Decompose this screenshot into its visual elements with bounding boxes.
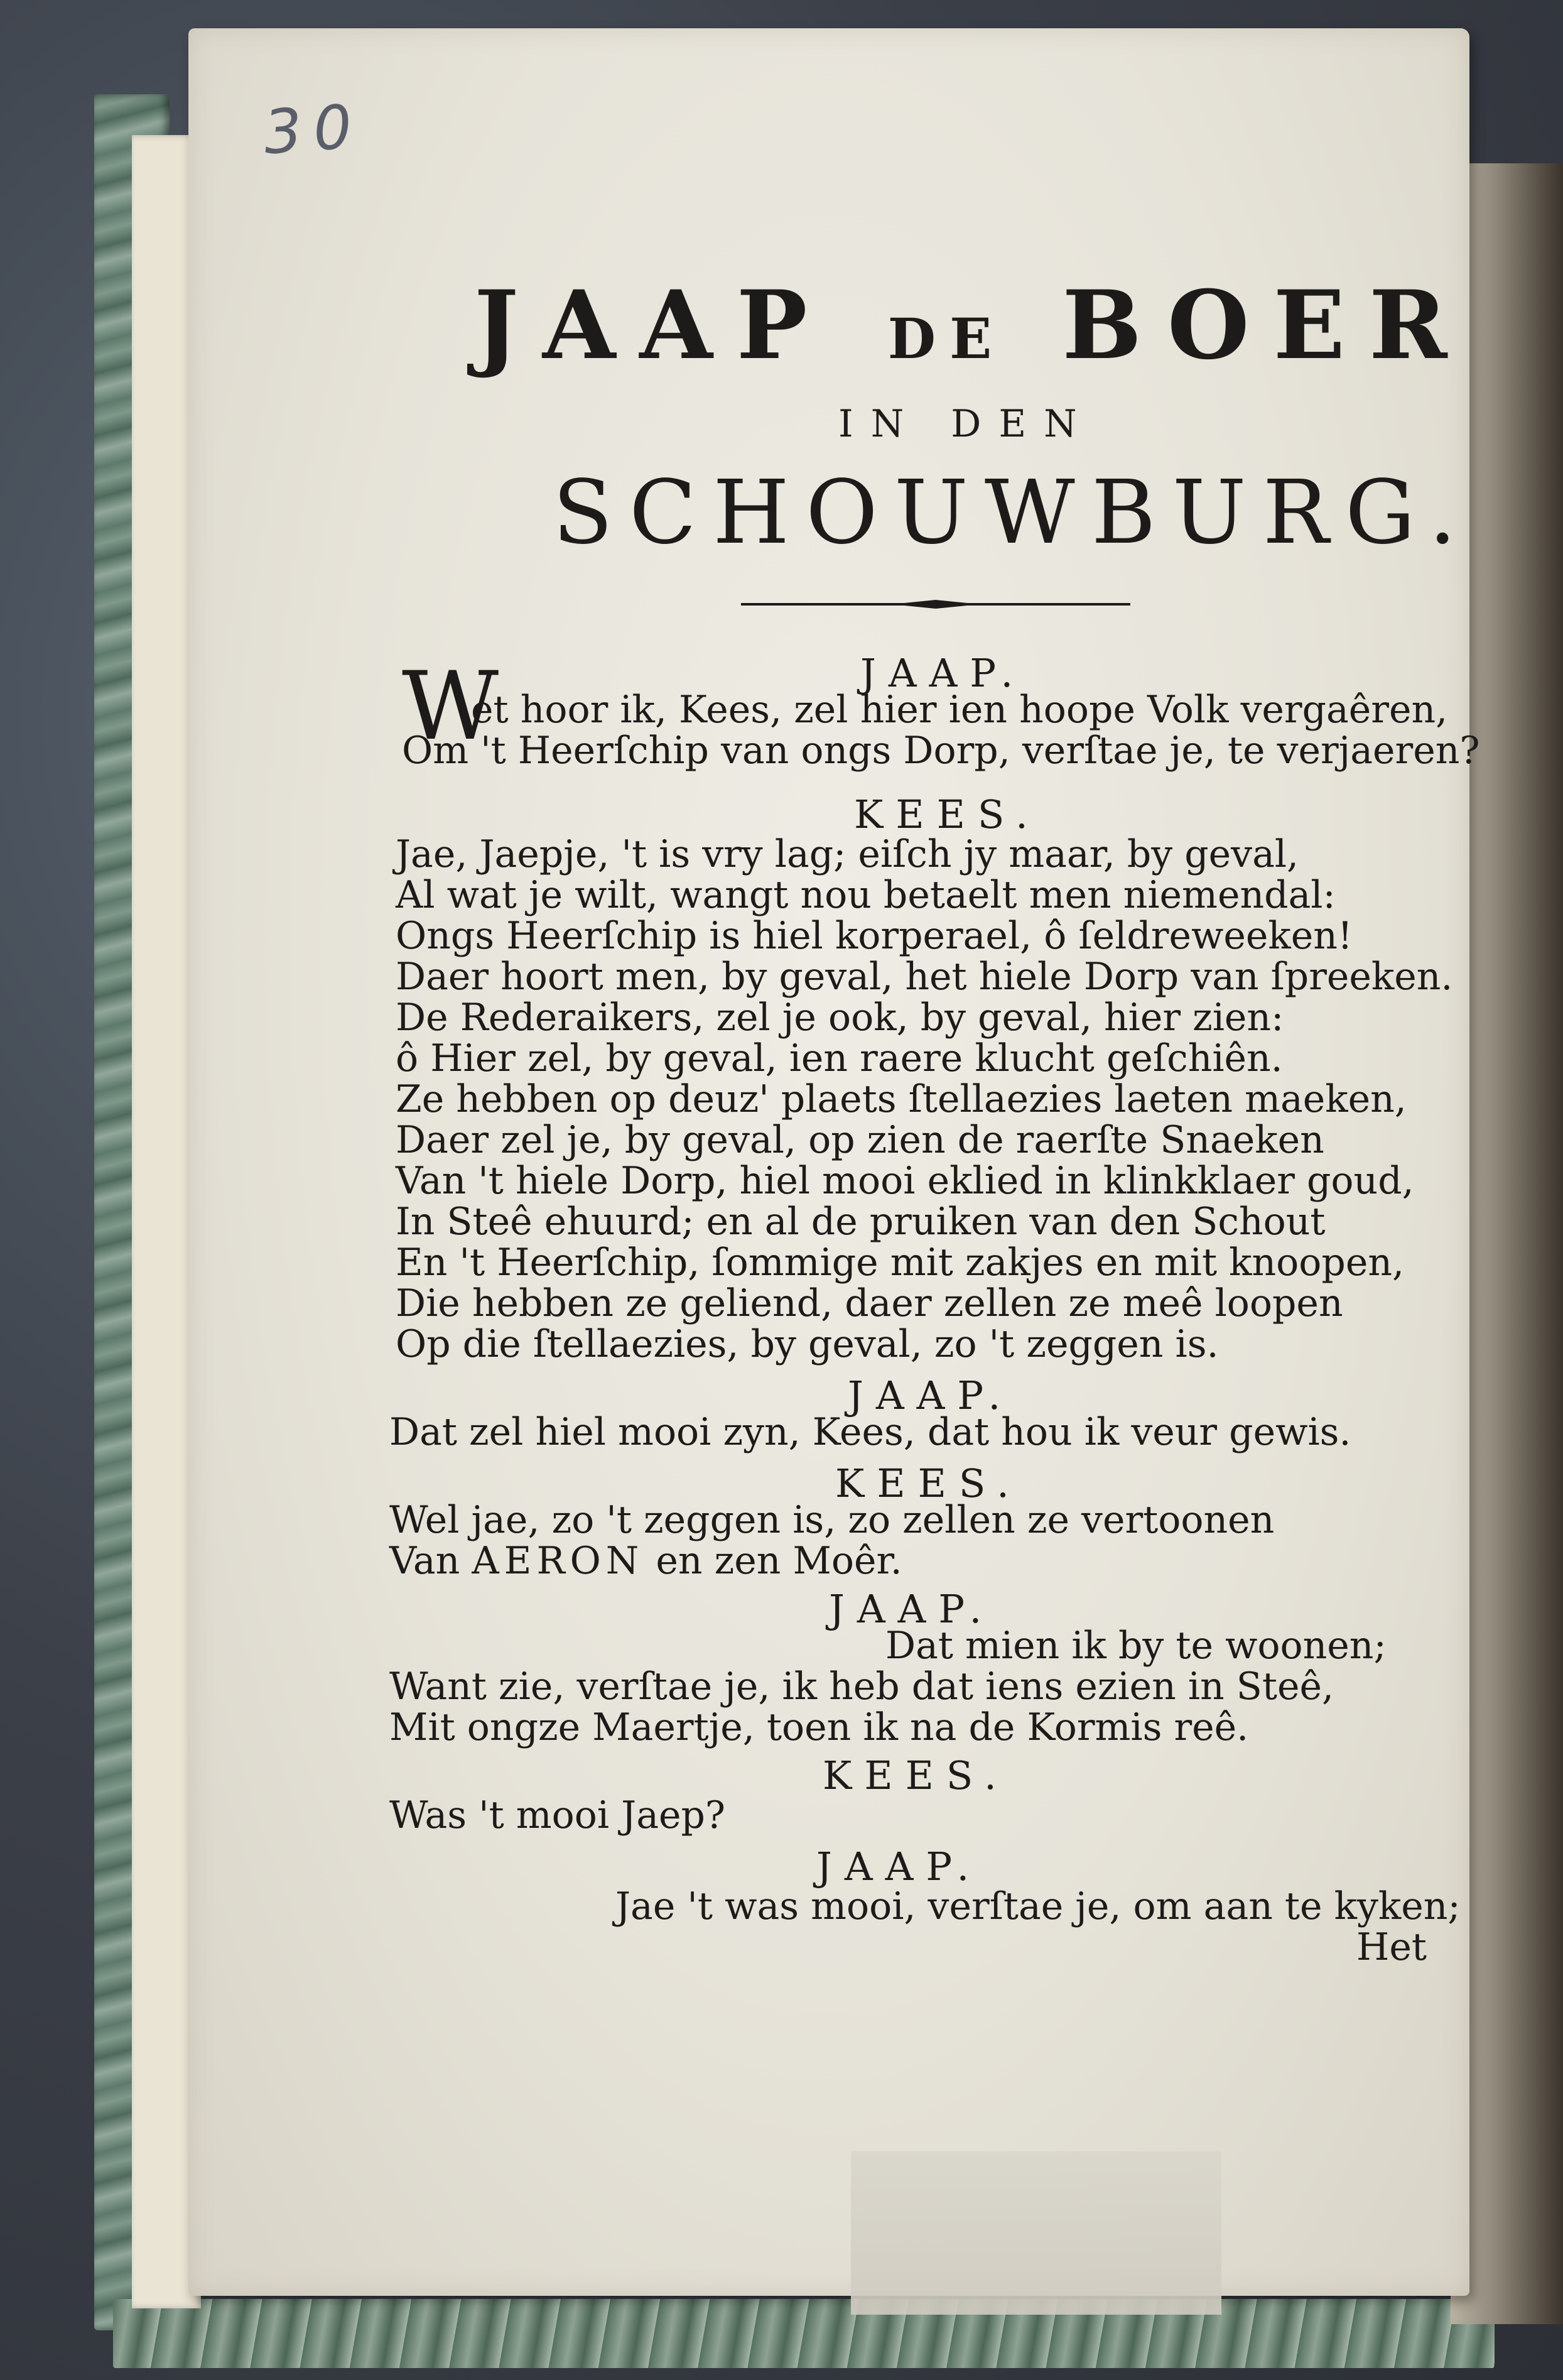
- verse-text: en zen Moêr.: [644, 1539, 902, 1583]
- speaker-label: JAAP.: [848, 1372, 1014, 1418]
- catchword: Het: [1356, 1925, 1427, 1969]
- title-word-boer: BOER: [1062, 270, 1471, 381]
- verse-line: Al wat je wilt, wangt nou betaelt men niemendal:: [396, 873, 1336, 917]
- verse-line: En 't Heerſchip, ſommige mit zakjes en mit knoopen,: [396, 1241, 1405, 1285]
- verse-line: In Steê ehuurd; en al de pruiken van den Schout: [396, 1200, 1326, 1244]
- verse-line: Jae, Jaepje, 't is vry lag; eiſch jy maar, by geval,: [396, 832, 1299, 876]
- speaker-label: KEES.: [823, 1752, 1009, 1798]
- page-number: 30: [261, 90, 365, 168]
- verse-line: Dat zel hiel mooi zyn, Kees, dat hou ik veur gewis.: [389, 1410, 1351, 1454]
- verse-line: Op die ſtellaezies, by geval, zo 't zeggen is.: [396, 1322, 1219, 1366]
- speaker-label: KEES.: [835, 1460, 1022, 1506]
- title-line-3: SCHOUWBURG.: [553, 462, 1473, 564]
- verse-name-aeron: AERON: [472, 1539, 644, 1583]
- verse-line: Van 't hiele Dorp, hiel mooi eklied in klinkklaer goud,: [396, 1159, 1414, 1203]
- title-word-de: DE: [887, 306, 1006, 371]
- verse-line: Die hebben ze geliend, daer zellen ze meê loopen: [396, 1281, 1343, 1325]
- paper-patch: [851, 2151, 1221, 2315]
- verse-line: Was 't mooi Jaep?: [389, 1793, 726, 1837]
- verse-line: Wel jae, zo 't zeggen is, zo zellen ze vertoonen: [389, 1498, 1275, 1542]
- verse-line: Daer zel je, by geval, op zien de raerſte Snaeken: [396, 1118, 1324, 1162]
- ornamental-rule: [741, 600, 1130, 609]
- verse-line: [389, 1539, 902, 1583]
- verse-line: De Rederaikers, zel je ook, by geval, hier zien:: [396, 996, 1284, 1040]
- verse-text: Van: [389, 1539, 472, 1583]
- verse-line: Jae 't was mooi, verſtae je, om aan te kyken;: [615, 1884, 1461, 1928]
- verse-line: ô Hier zel, by geval, ien raere klucht geſchiên.: [396, 1036, 1283, 1080]
- verse-line: Daer hoort men, by geval, het hiele Dorp van ſpreeken.: [396, 955, 1453, 999]
- drop-cap: W: [402, 652, 499, 761]
- verse-line: Om 't Heerſchip van ongs Dorp, verſtae je, te verjaeren?: [402, 729, 1480, 773]
- speaker-label: KEES.: [854, 791, 1041, 837]
- verse-line: Dat mien ik by te woonen;: [885, 1624, 1387, 1668]
- verse-line: Want zie, verſtae je, ik heb dat iens ezien in Steê,: [389, 1665, 1334, 1709]
- verse-line: Ongs Heerſchip is hiel korperael, ô ſeldreweeken!: [396, 914, 1353, 958]
- title-line-2: IN DEN: [838, 402, 1095, 446]
- marbled-cover-bottom: [113, 2299, 1495, 2368]
- title-word-jaap: JAAP: [474, 270, 831, 381]
- speaker-label: JAAP.: [829, 1586, 995, 1632]
- speaker-label: JAAP.: [860, 650, 1026, 696]
- verse-line: et hoor ik, Kees, zel hier ien hoope Volk vergaêren,: [471, 688, 1448, 732]
- verse-line: Ze hebben op deuz' plaets ſtellaezies laeten maeken,: [396, 1077, 1407, 1121]
- verse-line: Mit ongze Maertje, toen ik na de Kormis reê.: [389, 1705, 1249, 1749]
- title-line-1: [474, 270, 1471, 381]
- speaker-label: JAAP.: [816, 1844, 982, 1889]
